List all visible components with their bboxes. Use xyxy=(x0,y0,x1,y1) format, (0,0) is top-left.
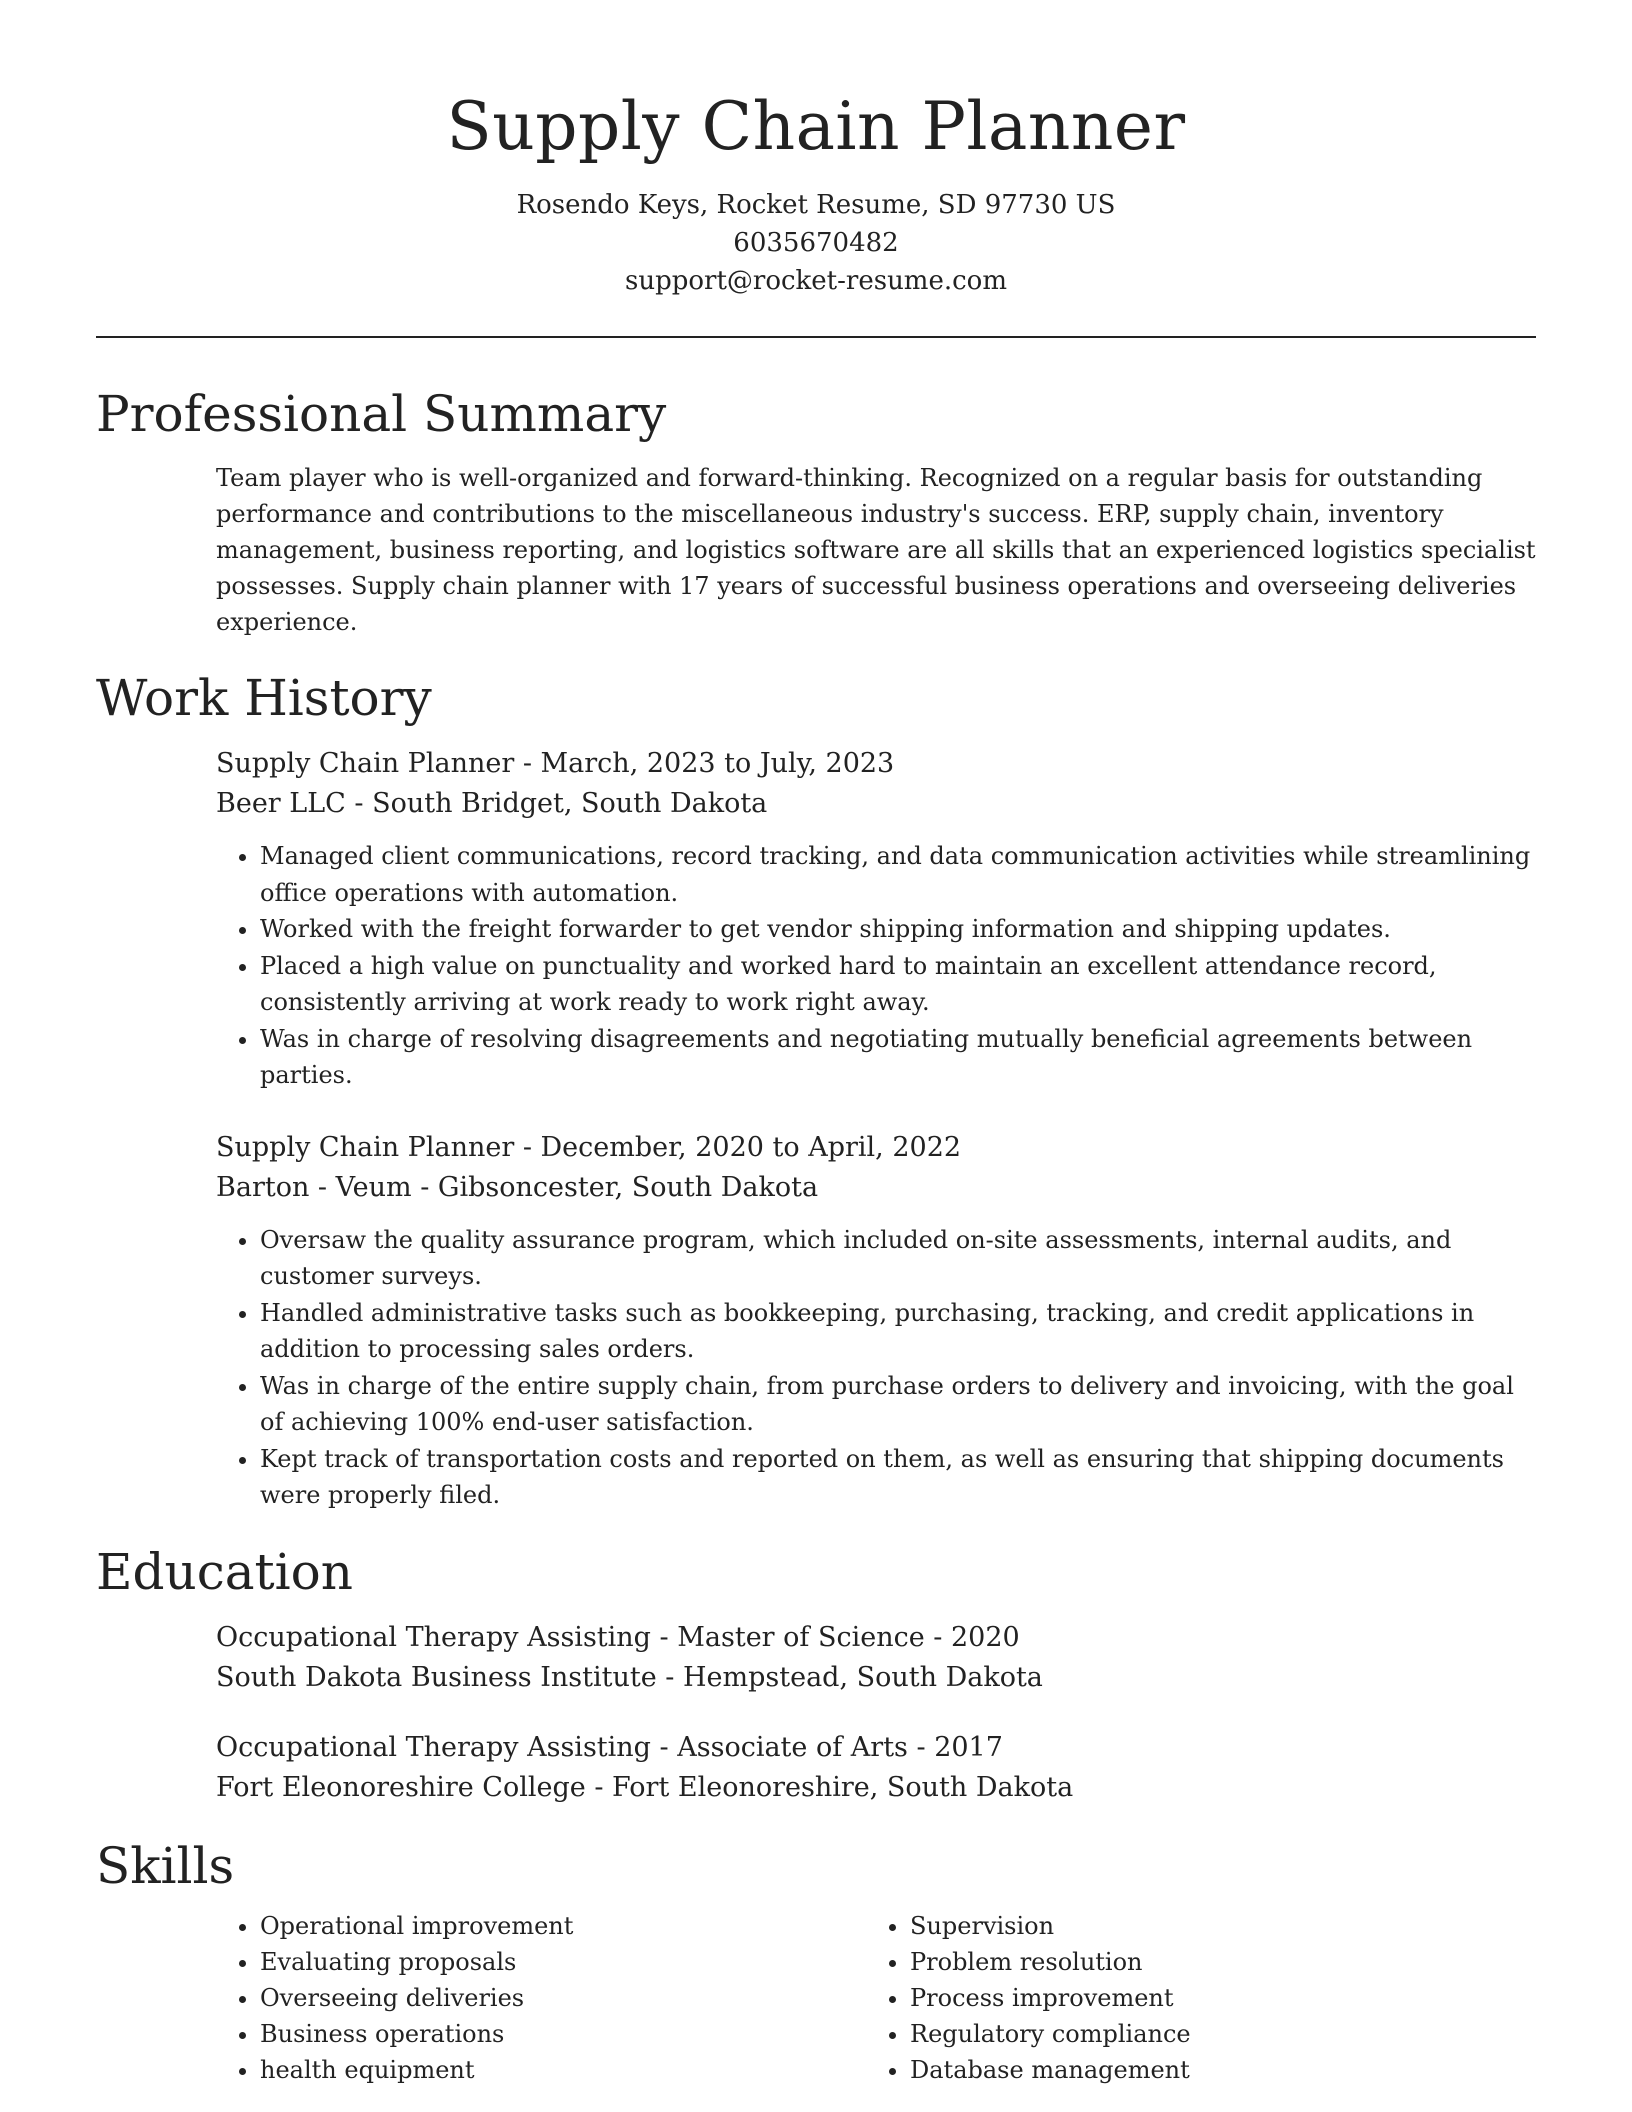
education-degree-line: Occupational Therapy Assisting - Master of Science - 2020 xyxy=(216,1621,1020,1653)
skills-column-left xyxy=(216,1908,866,2088)
resume-name: Supply Chain Planner xyxy=(446,88,1186,165)
skill-item: • Operational improvement xyxy=(260,1908,866,1944)
skill-item: • Supervision xyxy=(910,1908,1516,1944)
job-bullet: • Was in charge of the entire supply chain, from purchase orders to delivery and invoicing, with the goal of achieving 100% end-user satisfaction. xyxy=(260,1368,1536,1441)
skill-item: • Regulatory compliance xyxy=(910,2016,1516,2052)
summary-title: Professional Summary xyxy=(96,385,667,443)
education-entry xyxy=(216,1728,1536,1808)
contact-phone: 6035670482 xyxy=(733,228,899,258)
job-bullet: • Placed a high value on punctuality and worked hard to maintain an excellent attendance record, consistently arriving at work ready to work right away. xyxy=(260,948,1536,1021)
education-school-line: Fort Eleonoreshire College - Fort Eleonoreshire, South Dakota xyxy=(216,1771,1074,1803)
summary-section xyxy=(96,382,1536,640)
skills-section xyxy=(96,1834,1536,2088)
skill-item: • health equipment xyxy=(260,2052,866,2088)
skills-column-right xyxy=(866,1908,1516,2088)
contact-block xyxy=(96,186,1536,300)
education-degree-line: Occupational Therapy Assisting - Associate of Arts - 2017 xyxy=(216,1731,1003,1763)
skill-item: • Process improvement xyxy=(910,1980,1516,2016)
job-bullet: • Worked with the freight forwarder to get vendor shipping information and shipping updates. xyxy=(260,911,1536,948)
work-history-section xyxy=(96,666,1536,1514)
job-title-line: Supply Chain Planner - December, 2020 to April, 2022 xyxy=(216,1131,962,1163)
skill-item: • Business operations xyxy=(260,2016,866,2052)
job-bullet: • Kept track of transportation costs and reported on them, as well as ensuring that shipping documents were properly filed. xyxy=(260,1441,1536,1514)
resume-header xyxy=(96,0,1536,300)
contact-email: support@rocket-resume.com xyxy=(624,266,1007,296)
header-divider xyxy=(96,336,1536,338)
work-history-title: Work History xyxy=(96,669,432,727)
job-bullet: • Was in charge of resolving disagreements and negotiating mutually beneficial agreements between parties. xyxy=(260,1021,1536,1094)
job-company-line: Barton - Veum - Gibsoncester, South Dakota xyxy=(216,1171,819,1203)
education-school-line: South Dakota Business Institute - Hempstead, South Dakota xyxy=(216,1661,1043,1693)
education-title: Education xyxy=(96,1542,353,1601)
summary-text: Team player who is well-organized and forward-thinking. Recognized on a regular basis for outstanding performance and contributions to the miscellaneous industry's success. ERP, supply chain, inventory management, business reporting, and logistics software are all skills that an experienced logistics specialist possesses. Supply chain planner with 17 years of successful business operations and overseeing deliveries experience. xyxy=(216,464,1536,636)
skill-item: • Database management xyxy=(910,2052,1516,2088)
job-entry xyxy=(216,744,1536,1094)
job-bullets xyxy=(216,838,1536,1094)
skills-grid xyxy=(216,1908,1536,2088)
job-bullets xyxy=(216,1222,1536,1514)
job-bullet: • Handled administrative tasks such as bookkeeping, purchasing, tracking, and credit applications in addition to processing sales orders. xyxy=(260,1295,1536,1368)
contact-address: Rosendo Keys, Rocket Resume, SD 97730 US xyxy=(516,190,1116,220)
job-title-line: Supply Chain Planner - March, 2023 to July, 2023 xyxy=(216,748,895,779)
education-entry xyxy=(216,1618,1536,1698)
skills-title: Skills xyxy=(96,1836,235,1895)
skill-item: • Evaluating proposals xyxy=(260,1944,866,1980)
job-bullet: • Managed client communications, record tracking, and data communication activities while streamlining office operations with automation. xyxy=(260,838,1536,911)
job-bullet: • Oversaw the quality assurance program, which included on-site assessments, internal audits, and customer surveys. xyxy=(260,1222,1536,1295)
job-entry xyxy=(216,1128,1536,1514)
skill-item: • Overseeing deliveries xyxy=(260,1980,866,2016)
education-section xyxy=(96,1540,1536,1808)
job-company-line: Beer LLC - South Bridget, South Dakota xyxy=(216,788,768,819)
skill-item: • Problem resolution xyxy=(910,1944,1516,1980)
